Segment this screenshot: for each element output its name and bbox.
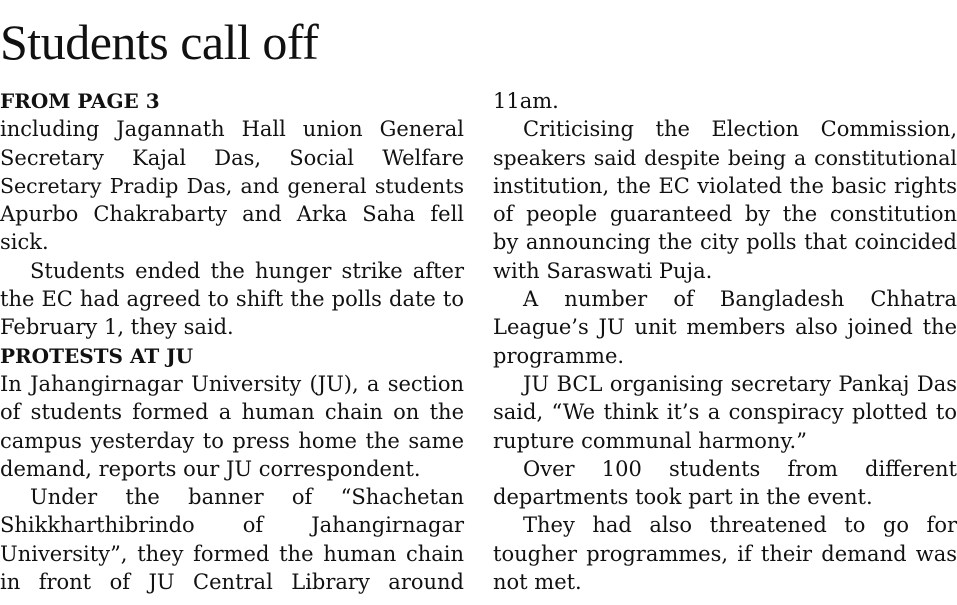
text-line: February 1, they said.	[0, 315, 234, 340]
text-line: Secretary Pradip Das, and general students	[0, 173, 464, 198]
text-line: in front of JU Central Library around	[0, 570, 464, 595]
text-line: In Jahangirnagar University (JU), a section	[0, 371, 464, 396]
headline: Students call off	[0, 14, 319, 70]
text-line: programme.	[493, 343, 625, 368]
text-line: Apurbo Chakrabarty and Arka Saha fell	[0, 202, 464, 227]
right-column	[493, 87, 957, 596]
text-line: of people guaranteed by the constitution	[493, 202, 957, 227]
text-line: demand, reports our JU correspondent.	[0, 456, 421, 481]
text-line: rupture communal harmony.”	[493, 428, 807, 453]
text-line: including Jagannath Hall union General	[0, 117, 464, 142]
text-line: institution, the EC violated the basic rights	[493, 173, 957, 198]
text-line: departments took part in the event.	[493, 485, 873, 510]
text-line: by announcing the city polls that coincided	[493, 230, 957, 255]
text-line: Shikkharthibrindo of Jahangirnagar	[0, 513, 464, 538]
text-line: of students formed a human chain on the	[0, 400, 464, 425]
text-line: University”, they formed the human chain	[0, 541, 464, 566]
text-line: the EC had agreed to shift the polls date to	[0, 287, 464, 312]
text-line: sick.	[0, 230, 49, 255]
text-line: Secretary Kajal Das, Social Welfare	[0, 145, 464, 170]
subhead-from-page: FROM PAGE 3	[0, 89, 160, 113]
text-line: campus yesterday to press home the same	[0, 428, 464, 453]
text-line: JU BCL organising secretary Pankaj Das	[523, 371, 957, 396]
text-line: Criticising the Election Commission,	[523, 117, 957, 142]
text-line: with Saraswati Puja.	[493, 258, 713, 283]
text-line: said, “We think it’s a conspiracy plotted to	[493, 400, 957, 425]
text-line: tougher programmes, if their demand was	[493, 541, 957, 566]
left-column	[0, 87, 464, 596]
text-line: 11am.	[493, 89, 559, 113]
text-line: League’s JU unit members also joined the	[493, 315, 957, 340]
text-line: not met.	[493, 570, 582, 595]
text-line: Over 100 students from different	[523, 456, 957, 481]
text-line: Under the banner of “Shachetan	[30, 485, 464, 510]
subhead-protests: PROTESTS AT JU	[0, 343, 194, 368]
text-line: They had also threatened to go for	[523, 513, 957, 538]
text-line: speakers said despite being a constitutional	[493, 145, 957, 170]
text-line: Students ended the hunger strike after	[30, 258, 464, 283]
text-line: A number of Bangladesh Chhatra	[523, 287, 957, 312]
